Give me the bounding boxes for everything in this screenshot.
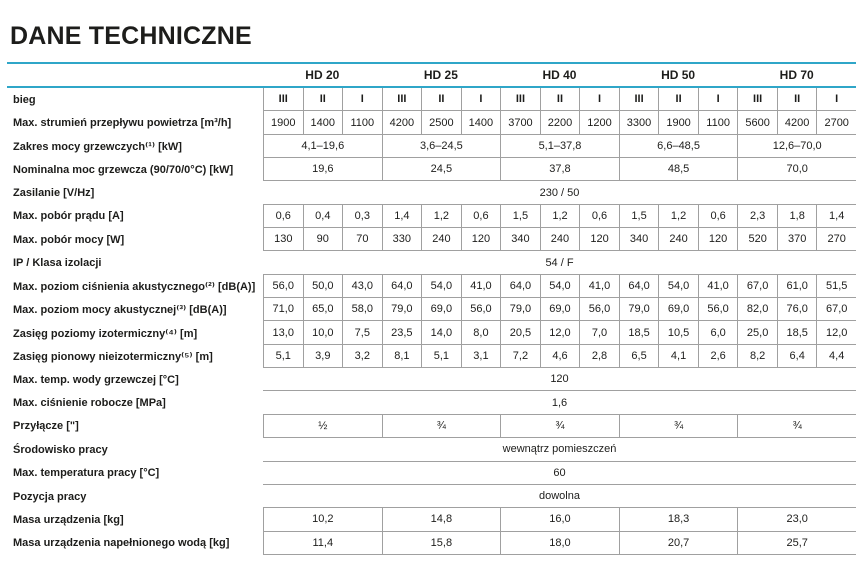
table-row [7,181,856,204]
data-cell: 4,1–19,6 [263,135,382,157]
data-cell: 1,6 [551,396,568,409]
row-values [263,368,856,391]
table-row [7,415,856,438]
data-cell: 2,6 [698,345,738,367]
data-cell: II [777,88,817,110]
data-cell: III [737,88,777,110]
table-row [7,205,856,228]
data-cell: 15,8 [382,532,501,554]
data-cell: 6,5 [619,345,659,367]
data-cell: 10,0 [303,321,343,343]
data-cell: II [658,88,698,110]
data-cell: 120 [698,228,738,250]
data-cell: 7,5 [342,321,382,343]
row-values [263,391,856,414]
data-cell: 70 [342,228,382,250]
data-cell: 69,0 [658,298,698,320]
data-cell: 67,0 [816,298,856,320]
data-cell: 12,6–70,0 [737,135,856,157]
data-cell: 120 [579,228,619,250]
data-cell: 240 [658,228,698,250]
data-cell: 58,0 [342,298,382,320]
data-cell: 2,3 [737,205,777,227]
data-cell: 4200 [382,111,422,133]
data-cell: III [500,88,540,110]
data-cell: 64,0 [500,275,540,297]
row-label: Środowisko pracy [13,443,108,456]
table-row [7,111,856,134]
data-cell: 520 [737,228,777,250]
data-cell: 2,8 [579,345,619,367]
data-cell: I [698,88,738,110]
row-label: Pozycja pracy [13,490,87,503]
table-row [7,485,856,508]
data-cell: 1,4 [382,205,422,227]
row-label: Max. strumień przepływu powietrza [m³/h] [13,117,232,130]
data-cell: 7,2 [500,345,540,367]
table-row [7,508,856,531]
table-row [7,135,856,158]
data-cell: 76,0 [777,298,817,320]
data-cell: I [461,88,501,110]
row-label: Max. poziom ciśnienia akustycznego⁽²⁾ [dB(A)] [13,280,256,293]
data-cell: 4,1 [658,345,698,367]
table-row [7,158,856,181]
data-cell: 18,3 [619,508,738,530]
data-cell: 65,0 [303,298,343,320]
data-cell: 0,6 [461,205,501,227]
row-label: Max. temp. wody grzewczej [°C] [13,373,179,386]
model-header-hd70: HD 70 [779,68,814,82]
row-label: Max. pobór mocy [W] [13,233,125,246]
data-cell: 79,0 [500,298,540,320]
data-cell: 0,3 [342,205,382,227]
data-cell: ¾ [500,415,619,437]
model-header-row [7,62,856,88]
data-cell: III [263,88,303,110]
data-cell: II [303,88,343,110]
table-body [7,88,856,555]
data-cell: 1100 [698,111,738,133]
data-cell: 270 [816,228,856,250]
data-cell: 4200 [777,111,817,133]
data-cell: 0,6 [698,205,738,227]
data-cell: 340 [500,228,540,250]
data-cell: 8,1 [382,345,422,367]
model-header-hd50: HD 50 [661,68,696,82]
data-cell: 240 [421,228,461,250]
data-cell: 54,0 [421,275,461,297]
row-label: Zasięg poziomy izotermiczny⁽⁴⁾ [m] [13,327,198,340]
row-values [263,205,856,228]
data-cell: 6,6–48,5 [619,135,738,157]
table-row [7,532,856,555]
table-row [7,321,856,344]
data-cell: 41,0 [579,275,619,297]
row-label: Max. poziom mocy akustycznej⁽³⁾ [dB(A)] [13,304,227,317]
data-cell: 64,0 [619,275,659,297]
data-cell: 60 [553,466,566,479]
data-cell: 12,0 [540,321,580,343]
data-cell: 56,0 [698,298,738,320]
data-cell: 41,0 [698,275,738,297]
data-cell: 1400 [461,111,501,133]
data-cell: II [540,88,580,110]
data-cell: III [382,88,422,110]
row-values [263,438,856,461]
data-cell: wewnątrz pomieszczeń [502,443,617,456]
data-cell: 37,8 [500,158,619,180]
data-cell: 10,5 [658,321,698,343]
data-cell: 69,0 [540,298,580,320]
row-label: Max. temperatura pracy [°C] [13,467,160,480]
table-row [7,88,856,111]
data-cell: 1,4 [816,205,856,227]
table-row [7,462,856,485]
row-values [263,508,856,531]
data-cell: 20,5 [500,321,540,343]
row-values [263,181,856,204]
data-cell: 3700 [500,111,540,133]
data-cell: 54 / F [545,256,574,269]
data-cell: 50,0 [303,275,343,297]
data-cell: 18,5 [777,321,817,343]
data-cell: 370 [777,228,817,250]
data-cell: 3,6–24,5 [382,135,501,157]
data-cell: 71,0 [263,298,303,320]
data-cell: 61,0 [777,275,817,297]
data-cell: 82,0 [737,298,777,320]
data-cell: I [816,88,856,110]
data-cell: I [579,88,619,110]
data-cell: 41,0 [461,275,501,297]
technical-data-table [7,62,856,555]
data-cell: 70,0 [737,158,856,180]
row-label: Zasilanie [V/Hz] [13,187,95,200]
row-label: Przyłącze ["] [13,420,79,433]
row-values [263,88,856,111]
data-cell: 5600 [737,111,777,133]
table-row [7,368,856,391]
table-row [7,251,856,274]
row-values [263,251,856,274]
data-cell: 0,6 [263,205,303,227]
data-cell: 1,2 [540,205,580,227]
model-header-hd25: HD 25 [423,68,458,82]
data-cell: 6,4 [777,345,817,367]
data-cell: III [619,88,659,110]
data-cell: 16,0 [500,508,619,530]
data-cell: 4,4 [816,345,856,367]
data-cell: 51,5 [816,275,856,297]
data-cell: 8,0 [461,321,501,343]
data-cell: 1,5 [500,205,540,227]
data-cell: 3300 [619,111,659,133]
row-label: Max. pobór prądu [A] [13,210,124,223]
data-cell: ¾ [619,415,738,437]
row-label: Zakres mocy grzewczych⁽¹⁾ [kW] [13,140,182,153]
data-cell: ¾ [737,415,856,437]
row-values [263,158,856,181]
data-cell: 1100 [342,111,382,133]
row-values [263,111,856,134]
data-cell: 1400 [303,111,343,133]
data-cell: 7,0 [579,321,619,343]
data-cell: 0,6 [579,205,619,227]
data-cell: 1,8 [777,205,817,227]
data-cell: 1900 [263,111,303,133]
row-values [263,485,856,508]
data-cell: 3,9 [303,345,343,367]
data-cell: 54,0 [658,275,698,297]
row-label: Masa urządzenia [kg] [13,513,124,526]
data-cell: 90 [303,228,343,250]
data-cell: 24,5 [382,158,501,180]
row-values [263,321,856,344]
data-cell: 23,0 [737,508,856,530]
data-cell: 3,1 [461,345,501,367]
data-cell: 20,7 [619,532,738,554]
data-cell: 25,7 [737,532,856,554]
data-cell: 11,4 [263,532,382,554]
model-header-hd20: HD 20 [305,68,340,82]
row-label: bieg [13,93,36,106]
data-cell: 12,0 [816,321,856,343]
row-label: Nominalna moc grzewcza (90/70/0°C) [kW] [13,163,234,176]
table-row [7,298,856,321]
data-cell: 64,0 [382,275,422,297]
row-label: Zasięg pionowy nieizotermiczny⁽⁵⁾ [m] [13,350,213,363]
data-cell: 18,5 [619,321,659,343]
data-cell: 14,0 [421,321,461,343]
data-cell: 8,2 [737,345,777,367]
data-cell: 0,4 [303,205,343,227]
data-cell: 10,2 [263,508,382,530]
data-cell: 13,0 [263,321,303,343]
data-cell: 330 [382,228,422,250]
data-cell: 14,8 [382,508,501,530]
data-cell: ¾ [382,415,501,437]
data-cell: 5,1–37,8 [500,135,619,157]
model-header-hd40: HD 40 [542,68,577,82]
data-cell: 120 [550,373,569,386]
data-cell: 1,5 [619,205,659,227]
data-cell: 2700 [816,111,856,133]
table-row [7,345,856,368]
row-values [263,345,856,368]
data-cell: dowolna [539,490,580,503]
data-cell: 56,0 [263,275,303,297]
data-cell: ½ [263,415,382,437]
data-cell: 54,0 [540,275,580,297]
data-cell: 1900 [658,111,698,133]
data-cell: 18,0 [500,532,619,554]
data-cell: 79,0 [619,298,659,320]
data-cell: 56,0 [461,298,501,320]
data-cell: 67,0 [737,275,777,297]
data-cell: 79,0 [382,298,422,320]
data-cell: 43,0 [342,275,382,297]
row-values [263,275,856,298]
data-cell: 1200 [579,111,619,133]
page-title: DANE TECHNICZNE [10,21,252,50]
data-cell: 340 [619,228,659,250]
data-cell: 2200 [540,111,580,133]
data-cell: 1,2 [421,205,461,227]
row-label: Masa urządzenia napełnionego wodą [kg] [13,537,230,550]
row-values [263,135,856,158]
data-cell: 4,6 [540,345,580,367]
data-cell: 69,0 [421,298,461,320]
data-cell: 2500 [421,111,461,133]
table-row [7,228,856,251]
data-cell: 120 [461,228,501,250]
data-cell: 1,2 [658,205,698,227]
row-values [263,462,856,485]
row-values [263,532,856,555]
data-cell: 56,0 [579,298,619,320]
data-cell: 48,5 [619,158,738,180]
data-cell: 5,1 [263,345,303,367]
row-label: Max. ciśnienie robocze [MPa] [13,397,166,410]
row-values [263,228,856,251]
table-row [7,275,856,298]
data-cell: 240 [540,228,580,250]
data-cell: 130 [263,228,303,250]
table-row [7,438,856,461]
data-cell: 5,1 [421,345,461,367]
data-cell: 19,6 [263,158,382,180]
data-cell: 23,5 [382,321,422,343]
table-row [7,391,856,414]
data-cell: I [342,88,382,110]
data-cell: II [421,88,461,110]
data-cell: 25,0 [737,321,777,343]
data-cell: 6,0 [698,321,738,343]
row-values [263,415,856,438]
data-cell: 230 / 50 [539,186,580,199]
data-cell: 3,2 [342,345,382,367]
row-label: IP / Klasa izolacji [13,257,102,270]
row-values [263,298,856,321]
